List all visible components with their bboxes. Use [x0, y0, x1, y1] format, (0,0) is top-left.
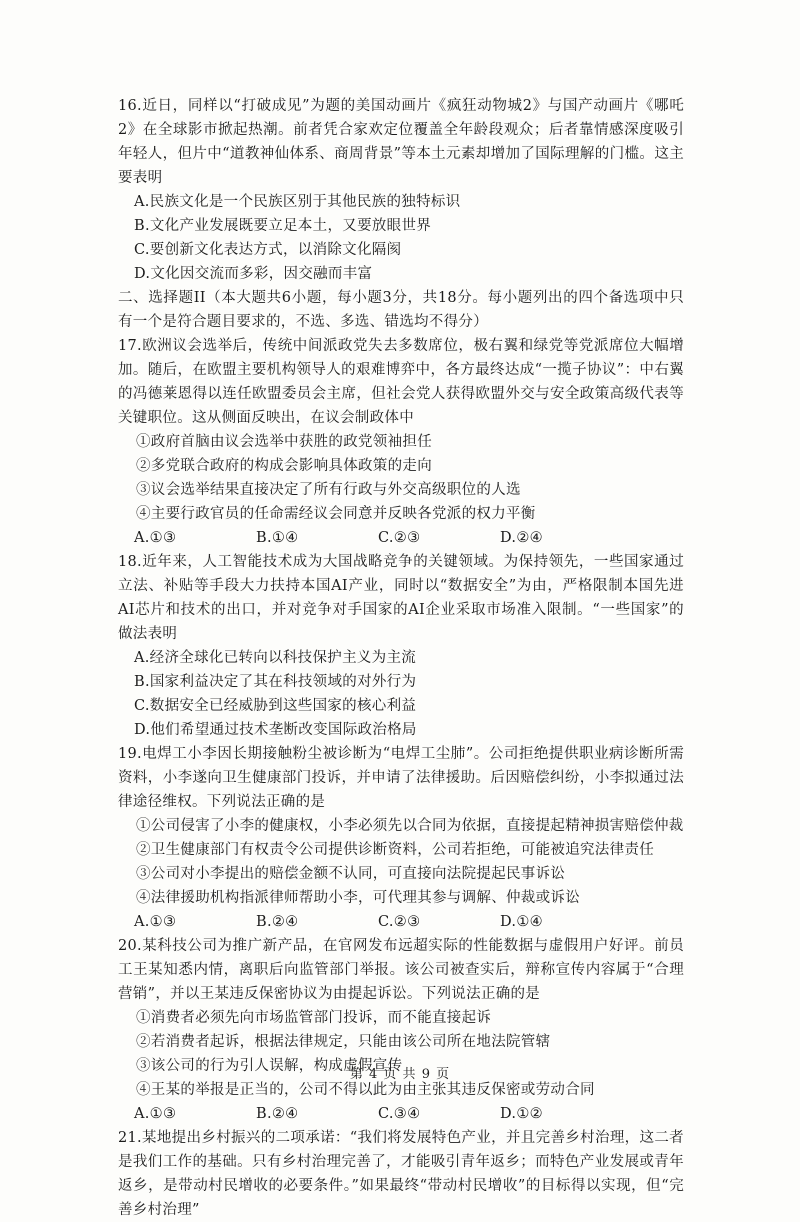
statement-1: ①政府首脑由议会选举中获胜的政党领袖担任: [136, 434, 432, 450]
statement-1: ①消费者必须先向市场监管部门投诉，而不能直接起诉: [136, 1010, 492, 1026]
choice-b: B.②④: [256, 1106, 299, 1122]
question-stem: 17.欧洲议会选举后，传统中间派政党失去多数席位，极右翼和绿党等党派席位大幅增加。随后，在欧盟主要机构领导人的艰难博弈中，各方最终达成“一揽子协议”：中右翼的冯德莱恩得以连任欧盟委员会主席，但社会党人获得欧盟外交与安全政策高级代表等关键职位。这从侧面反映出，在议会制政体中: [118, 338, 684, 426]
choice-c: C.③④: [378, 1106, 421, 1122]
choice-a: A.①③: [134, 530, 177, 546]
answer-choices: [118, 910, 684, 934]
choice-b: B.①④: [256, 530, 299, 546]
question-content: [118, 94, 684, 1222]
option-a: A.民族文化是一个民族区别于其他民族的独特标识: [134, 194, 461, 210]
choice-d: D.②④: [500, 530, 543, 546]
choice-d: D.①④: [500, 914, 543, 930]
statement-4: ④主要行政官员的任命需经议会同意并反映各党派的权力平衡: [136, 506, 536, 522]
page-number-footer: 第 4 页 共 9 页: [349, 1067, 451, 1082]
question-stem: 19.电焊工小李因长期接触粉尘被诊断为“电焊工尘肺”。公司拒绝提供职业病诊断所需资料，小李遂向卫生健康部门投诉，并申请了法律援助。后因赔偿纠纷，小李拟通过法律途径维权。下列说法正确的是: [118, 746, 684, 810]
question-stem: 18.近年来，人工智能技术成为大国战略竞争的关键领域。为保持领先，一些国家通过立法、补贴等手段大力扶持本国AI产业，同时以“数据安全”为由，严格限制本国先进AI芯片和技术的出口，并对竞争对手国家的AI企业采取市场准入限制。“一些国家”的做法表明: [118, 554, 684, 642]
statement-4: ④王某的举报是正当的，公司不得以此为由主张其违反保密或劳动合同: [136, 1082, 595, 1098]
statement-3: ③议会选举结果直接决定了所有行政与外交高级职位的人选: [136, 482, 521, 498]
question-stem: 16.近日，同样以“打破成见”为题的美国动画片《疯狂动物城2》与国产动画片《哪吒2》在全球影市掀起热潮。前者凭合家欢定位覆盖全年龄段观众；后者靠情感深度吸引年轻人，但片中“道教神仙体系、商周背景”等本土元素却增加了国际理解的门槛。这主要表明: [118, 98, 684, 186]
question-16: [118, 94, 684, 286]
option-c: C.要创新文化表达方式，以消除文化隔阂: [134, 242, 402, 258]
answer-choices: [118, 1102, 684, 1126]
option-c: C.数据安全已经威胁到这些国家的核心利益: [134, 698, 417, 714]
question-21: [118, 1126, 684, 1222]
question-17: [118, 334, 684, 550]
option-a: A.经济全球化已转向以科技保护主义为主流: [134, 650, 417, 666]
question-stem: 21.某地提出乡村振兴的二项承诺：“我们将发展特色产业，并且完善乡村治理，这二者是我们工作的基础。只有乡村治理完善了，才能吸引青年返乡；而特色产业发展或青年返乡，是带动村民增收的必要条件。”如果最终“带动村民增收”的目标得以实现，但“完善乡村治理”: [118, 1130, 684, 1218]
choice-c: C.②③: [378, 530, 421, 546]
option-d: D.他们希望通过技术垄断改变国际政治格局: [134, 722, 417, 738]
choice-a: A.①③: [134, 1106, 177, 1122]
statement-2: ②若消费者起诉，根据法律规定，只能由该公司所在地法院管辖: [136, 1034, 551, 1050]
statement-2: ②卫生健康部门有权责令公司提供诊断资料，公司若拒绝，可能被追究法律责任: [136, 842, 654, 858]
option-b: B.文化产业发展既要立足本土，又要放眼世界: [134, 218, 432, 234]
statement-1: ①公司侵害了小李的健康权，小李必须先以合同为依据，直接提起精神损害赔偿仲裁: [136, 818, 684, 834]
question-18: [118, 550, 684, 742]
option-d: D.文化因交流而多彩，因交融而丰富: [134, 266, 373, 282]
option-b: B.国家利益决定了其在科技领域的对外行为: [134, 674, 417, 690]
question-stem: 20.某科技公司为推广新产品，在官网发布远超实际的性能数据与虚假用户好评。前员工王某知悉内情，离职后向监管部门举报。该公司被查实后，辩称宣传内容属于“合理营销”，并以王某违反保密协议为由提起诉讼。下列说法正确的是: [118, 938, 684, 1002]
choice-b: B.②④: [256, 914, 299, 930]
question-19: [118, 742, 684, 934]
statement-4: ④法律援助机构指派律师帮助小李，可代理其参与调解、仲裁或诉讼: [136, 890, 580, 906]
section-heading: 二、选择题II（本大题共6小题，每小题3分，共18分。每小题列出的四个备选项中只有一个是符合题目要求的，不选、多选、错选均不得分）: [118, 290, 684, 330]
answer-choices: [118, 526, 684, 550]
choice-a: A.①③: [134, 914, 177, 930]
choice-d: D.①②: [500, 1106, 543, 1122]
statement-2: ②多党联合政府的构成会影响具体政策的走向: [136, 458, 432, 474]
statement-3: ③该公司的行为引人误解，构成虚假宣传: [136, 1058, 403, 1074]
choice-c: C.②③: [378, 914, 421, 930]
statement-3: ③公司对小李提出的赔偿金额不认同，可直接向法院提起民事诉讼: [136, 866, 566, 882]
question-20: [118, 934, 684, 1126]
